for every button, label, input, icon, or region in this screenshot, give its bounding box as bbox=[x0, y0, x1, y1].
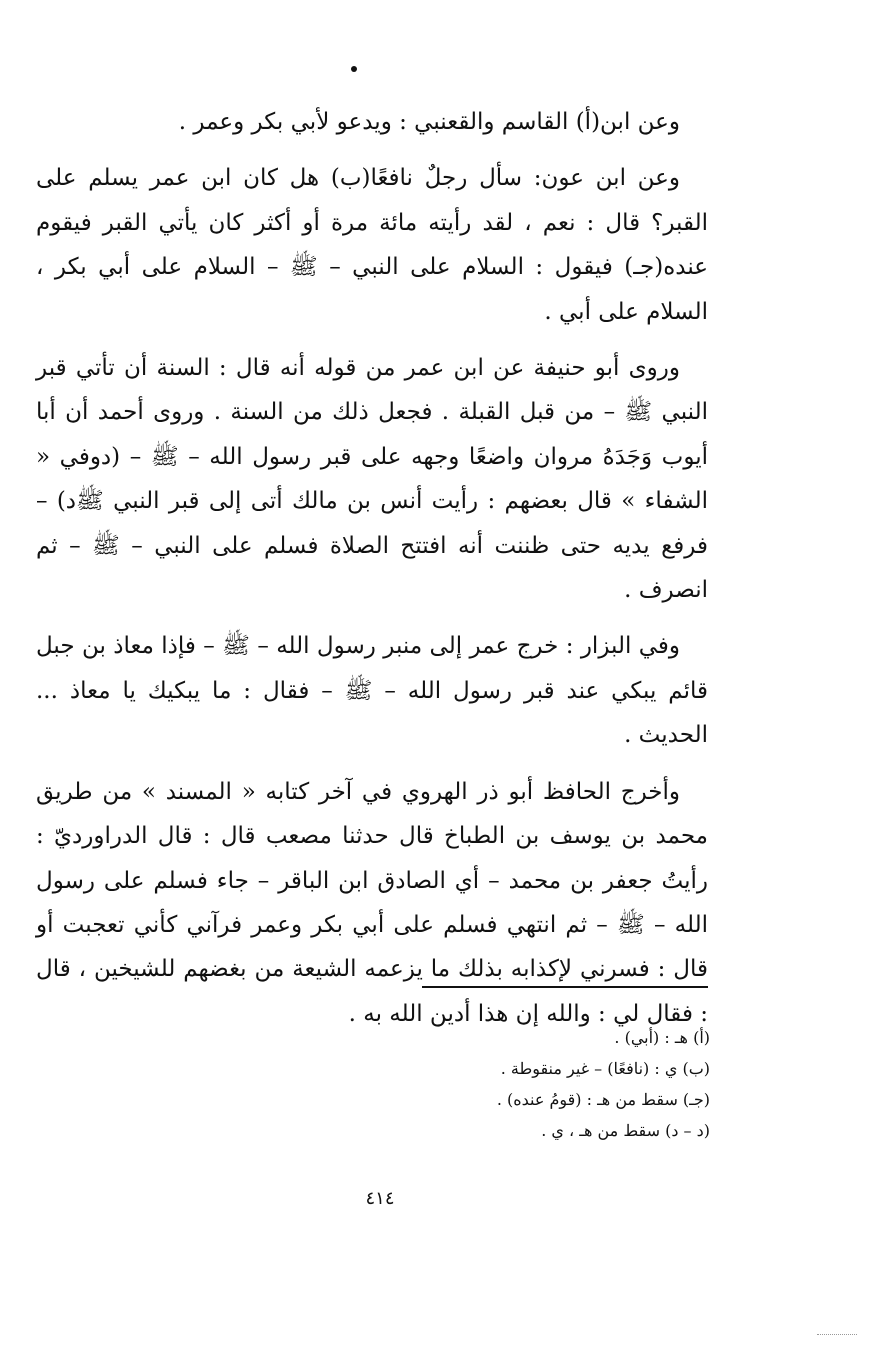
scan-speck bbox=[817, 1328, 857, 1335]
footnote-separator bbox=[422, 986, 708, 988]
footnotes bbox=[300, 1022, 710, 1146]
main-text bbox=[36, 100, 708, 1036]
header-dot bbox=[351, 66, 357, 72]
footnote-c: (جـ) سقط من هـ : (قومُ عنده) . bbox=[496, 1090, 710, 1109]
paragraph-5: وأخرج الحافظ أبو ذر الهروي في آخر كتابه « المسند » من طريق محمد بن يوسف بن الطباخ قال حدثنا مصعب قال : قال الدراورديّ : رأيتُ جعفر بن محمد – أي الصادق ابن الباقر – جاء فسلم على رسول الله – ﷺ – ثم انتهي فسلم على أبي بكر وعمر فرآني كأني تعجبت أو قال : فسرني لإكذابه بذلك ما يزعمه الشيعة من بغضهم للشيخين ، قال : فقال لي : والله إن هذا أدين الله به . bbox=[36, 778, 708, 1027]
paragraph-3: وروى أبو حنيفة عن ابن عمر من قوله أنه قال : السنة أن تأتي قبر النبي ﷺ – من قبل القبلة . فجعل ذلك من السنة . وروى أحمد أن أبا أيوب وَجَدَهُ مروان واضعًا وجهه على قبر رسول الله – ﷺ – (دوفي « الشفاء » قال بعضهم : رأيت أنس بن مالك أتى إلى قبر النبي ﷺد) – فرفع يديه حتى ظننت أنه افتتح الصلاة فسلم على النبي – ﷺ – ثم انصرف . bbox=[36, 355, 708, 604]
footnote-b: (ب) ي : (نافعًا) – غير منقوطة . bbox=[500, 1059, 710, 1078]
paragraph-4: وفي البزار : خرج عمر إلى منبر رسول الله – ﷺ – فإذا معاذ بن جبل قائم يبكي عند قبر رسول الله – ﷺ – فقال : ما يبكيك يا معاذ ... الحديث . bbox=[36, 633, 708, 749]
footnote-a: (أ) هـ : (أبي) . bbox=[614, 1028, 710, 1047]
paragraph-2: وعن ابن عون: سأل رجلٌ نافعًا(ب) هل كان ابن عمر يسلم على القبر؟ قال : نعم ، لقد رأيته مائة مرة أو أكثر كان يأتي القبر فيقوم عنده(جـ) فيقول : السلام على النبي – ﷺ – السلام على أبي بكر ، السلام على أبي . bbox=[36, 165, 708, 325]
paragraph-1: وعن ابن(أ) القاسم والقعنبي : ويدعو لأبي بكر وعمر . bbox=[178, 109, 680, 135]
footnote-d: (د – د) سقط من هـ ، ي . bbox=[541, 1121, 710, 1140]
page-number: ٤١٤ bbox=[365, 1188, 395, 1209]
